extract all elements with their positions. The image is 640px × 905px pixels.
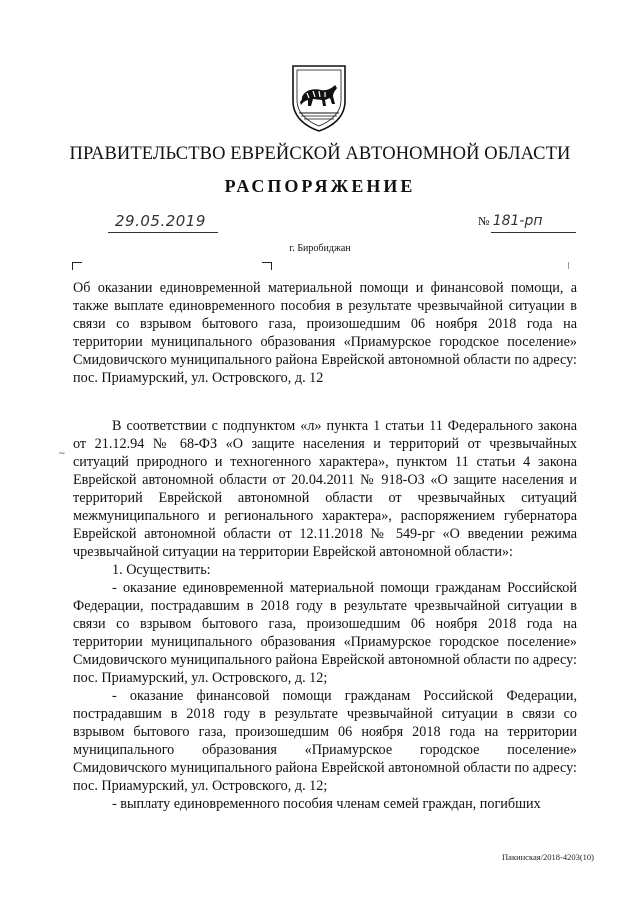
document-subject: Об оказании единовременной материальной помощи и финансовой помощи, а также выплате единовременного пособия в результате чрезвычайной ситуации в связи со взрывом бытового газа, произошедшим 06 ноября 2018 года на территории муниципального образования «Приамурское городское поселение» Смидовичского муниципального района Еврейской автономной области по адресу: пос. Приамурский, ул. Островского, д. 12: [73, 280, 577, 386]
document-body: [73, 417, 577, 813]
government-title: ПРАВИТЕЛЬСТВО ЕВРЕЙСКОЙ АВТОНОМНОЙ ОБЛАСТИ: [69, 144, 571, 164]
document-type: РАСПОРЯЖЕНИЕ: [224, 176, 416, 196]
number-sign: №: [478, 214, 490, 228]
point-1: 1. Осуществить:: [112, 562, 211, 578]
number-underline: [491, 232, 576, 233]
date-underline: [108, 232, 218, 233]
preamble-paragraph: В соответствии с подпунктом «л» пункта 1 статьи 11 Федерального закона от 21.12.94 № 68-ФЗ «О защите населения и территорий от чрезвычайных ситуаций природного и техногенного характера», пунктом 11 статьи 4 закона Еврейской автономной области от 20.04.2011 № 918-ОЗ «О защите населения и территорий Еврейской автономной области от чрезвычайных ситуаций межмуниципального и регионального характера», распоряжением губернатора Еврейской автономной области от 12.11.2018 № 549-рг «О введении режима чрезвычайной ситуации на территории Еврейской автономной области»:: [73, 418, 577, 560]
right-tick-mark: [568, 262, 569, 269]
city: г. Биробиджан: [289, 243, 351, 254]
document-date: 29.05.2019: [115, 212, 206, 230]
list-item: - оказание финансовой помощи гражданам Российской Федерации, пострадавшим в 2018 году в результате чрезвычайной ситуации в связи со взрывом бытового газа, произошедшим 06 ноября 2018 года на территории муниципального образования «Приамурское городское поселение» Смидовичского муниципального района Еврейской автономной области по адресу: пос. Приамурский, ул. Островского, д. 12;: [73, 688, 577, 794]
footer-code: Пакинская/2018-4203(10): [502, 852, 594, 862]
document-number: [478, 213, 543, 229]
coat-of-arms-emblem: [289, 63, 349, 133]
list-item: - оказание единовременной материальной помощи гражданам Российской Федерации, пострадавшим в 2018 году в результате чрезвычайной ситуации в связи со взрывом бытового газа, произошедшим 06 ноября 2018 года на территории муниципального образования «Приамурское городское поселение» Смидовичского муниципального района Еврейской автономной области по адресу: пос. Приамурский, ул. Островского, д. 12;: [73, 580, 577, 686]
number-value: 181-рп: [492, 213, 543, 229]
subject-corner-left: [72, 262, 82, 270]
list-item: - выплату единовременного пособия членам семей граждан, погибших: [112, 796, 541, 812]
margin-mark: ~: [58, 449, 66, 459]
subject-corner-right: [262, 262, 272, 270]
